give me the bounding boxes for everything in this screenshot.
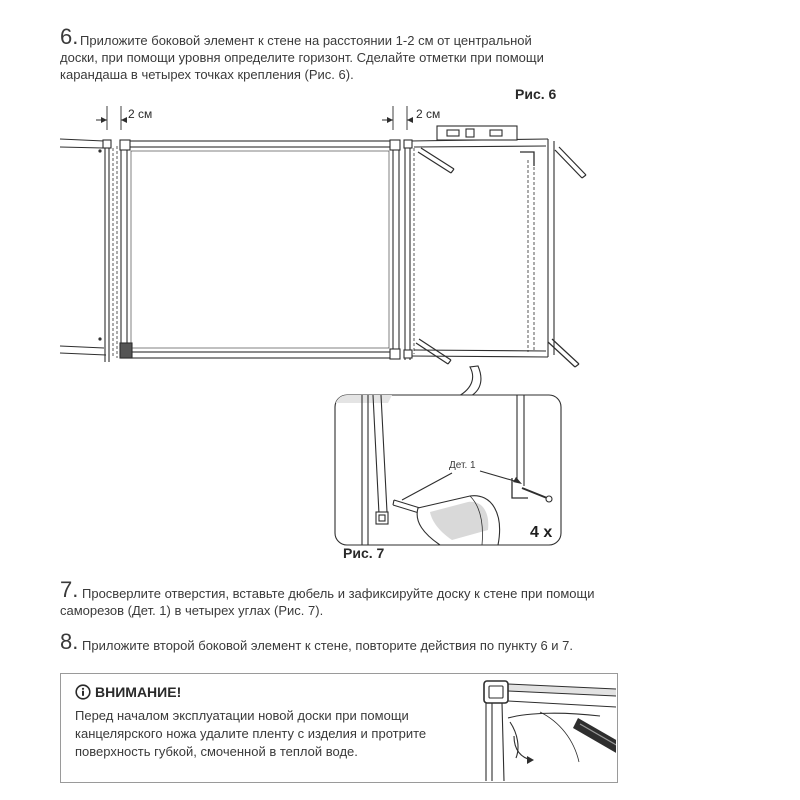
figure-7 xyxy=(335,395,561,545)
figure-6 xyxy=(60,106,586,398)
step-6-number: 6. xyxy=(60,24,79,49)
step-6-line: карандаша в четырех точках крепления (Рис. 6). xyxy=(60,67,354,82)
step-7-line: саморезов (Дет. 1) в четырех углах (Рис. 7). xyxy=(60,603,324,618)
pencil-top-left xyxy=(418,148,454,173)
step-7-text xyxy=(60,585,594,619)
info-icon xyxy=(75,684,91,700)
step-8-number: 8. xyxy=(60,629,79,654)
step-6-line: Приложите боковой элемент к стене на расстоянии 1-2 см от центральной xyxy=(80,33,532,48)
step-7-number: 7. xyxy=(60,577,79,602)
figure-7-caption: Рис. 7 xyxy=(343,545,385,561)
gap-label-left: 2 см xyxy=(128,107,153,121)
pencil-marks xyxy=(416,147,586,367)
left-side-board xyxy=(60,139,117,362)
pencil-top-right xyxy=(555,147,586,178)
step-6-line: доски, при помощи уровня определите горизонт. Сделайте отметки при помощи xyxy=(60,50,544,65)
warning-line: Перед началом эксплуатации новой доски при помощи xyxy=(75,708,409,723)
callout-tail xyxy=(455,366,481,398)
quantity-label: 4 x xyxy=(530,524,553,541)
part-label: Дет. 1 xyxy=(449,460,476,471)
warning-title: ВНИМАНИЕ! xyxy=(95,684,182,700)
dimension-gap-right xyxy=(382,106,413,130)
right-side-board xyxy=(404,139,554,360)
gap-label-right: 2 см xyxy=(416,107,441,121)
warning-line: канцелярского ножа удалите пленту с изделия и протрите xyxy=(75,726,427,741)
dimension-gap-left xyxy=(96,106,127,130)
spirit-level xyxy=(437,126,517,140)
pencil-bottom-right xyxy=(548,339,579,367)
step-8-text xyxy=(60,637,573,654)
step-8-line: Приложите второй боковой элемент к стене, повторите действия по пункту 6 и 7. xyxy=(82,638,574,653)
pencil-bottom-left xyxy=(416,339,451,364)
warning-text xyxy=(75,707,426,761)
corner-cap xyxy=(376,512,388,524)
step-6-text xyxy=(60,32,544,83)
central-board xyxy=(120,140,400,359)
step-7-line: Просверлите отверстия, вставьте дюбель и зафиксируйте доску к стене при помощи xyxy=(82,586,595,601)
warning-line: поверхность губкой, смоченной в теплой воде. xyxy=(75,744,358,759)
figure-6-caption: Рис. 6 xyxy=(515,86,557,102)
